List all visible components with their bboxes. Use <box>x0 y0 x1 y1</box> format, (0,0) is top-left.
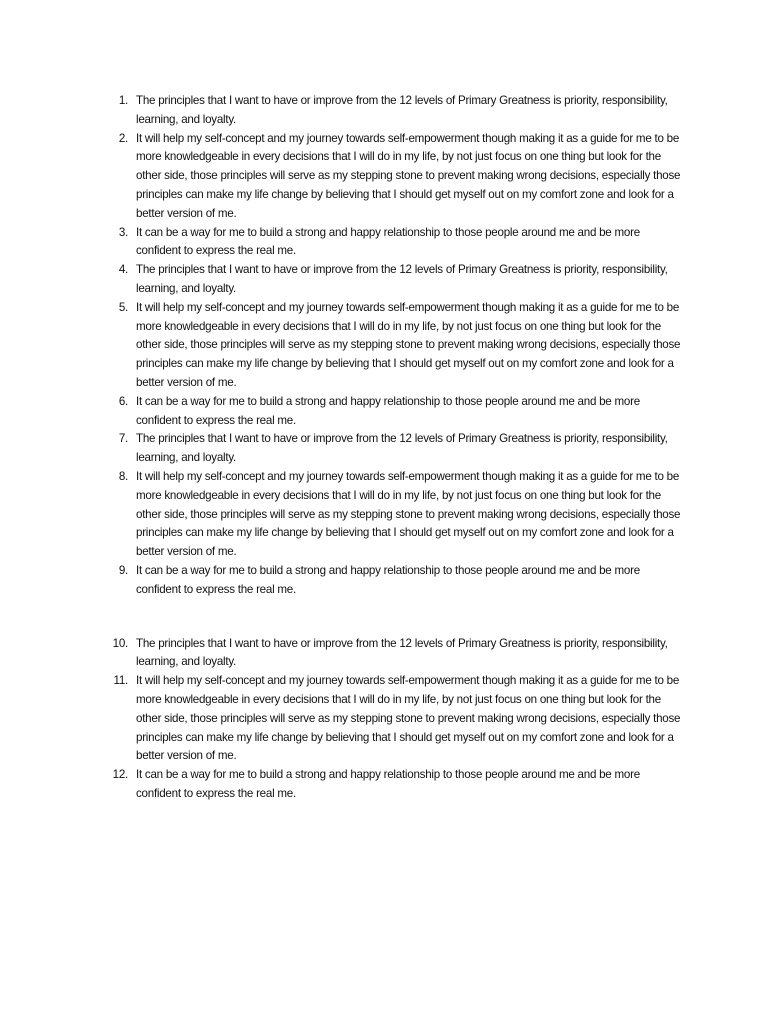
list-number: 9. <box>118 563 128 577</box>
list-item <box>104 299 684 393</box>
list-text: The principles that I want to have or improve from the 12 levels of Primary Greatness is priority, responsibility, learning, and loyalty. <box>136 94 668 126</box>
list-number: 12. <box>112 768 128 782</box>
list-number: 3. <box>118 225 128 239</box>
list-number: 10. <box>112 636 128 650</box>
list-text: It will help my self-concept and my journey towards self-empowerment though making it as a guide for me to be more knowledgeable in every decisions that I will do in my life, by not just focus on one thing but look for the other side, those principles will serve as my stepping stone to prevent making wrong decisions, especially those principles can make my life change by believing that I should get myself out on my comfort zone and look for a better version of me. <box>136 674 681 763</box>
list-item <box>104 430 684 468</box>
list-item <box>104 672 684 766</box>
list-text: It can be a way for me to build a strong and happy relationship to those people around me and be more confident to express the real me. <box>136 225 640 258</box>
list-number: 4. <box>118 263 128 277</box>
list-number: 2. <box>118 131 128 145</box>
list-item <box>104 224 684 262</box>
numbered-list <box>104 92 684 804</box>
list-number: 1. <box>118 94 128 107</box>
list-item <box>104 766 684 804</box>
list-text: The principles that I want to have or improve from the 12 levels of Primary Greatness is priority, responsibility, learning, and loyalty. <box>136 636 668 669</box>
list-item <box>104 468 684 562</box>
list-item <box>104 261 684 299</box>
list-text: It can be a way for me to build a strong and happy relationship to those people around me and be more confident to express the real me. <box>136 768 640 800</box>
list-number: 6. <box>118 394 128 408</box>
list-item <box>104 635 684 673</box>
list-text: The principles that I want to have or improve from the 12 levels of Primary Greatness is priority, responsibility, learning, and loyalty. <box>136 263 668 295</box>
list-text: It can be a way for me to build a strong and happy relationship to those people around me and be more confident to express the real me. <box>136 563 640 596</box>
list-text: It can be a way for me to build a strong and happy relationship to those people around me and be more confident to express the real me. <box>136 394 640 427</box>
list-text: The principles that I want to have or improve from the 12 levels of Primary Greatness is priority, responsibility, learning, and loyalty. <box>136 432 668 465</box>
list-item <box>104 562 684 600</box>
list-number: 7. <box>118 432 128 446</box>
list-group-gap <box>104 600 684 635</box>
list-text: It will help my self-concept and my journey towards self-empowerment though making it as a guide for me to be more knowledgeable in every decisions that I will do in my life, by not just focus on one thing but look for the other side, those principles will serve as my stepping stone to prevent making wrong decisions, especially those principles can make my life change by believing that I should get myself out on my comfort zone and look for a better version of me. <box>136 300 681 389</box>
list-item <box>104 92 684 130</box>
list-number: 5. <box>118 300 128 314</box>
list-number: 11. <box>113 674 128 688</box>
list-item <box>104 393 684 431</box>
list-text: It will help my self-concept and my journey towards self-empowerment though making it as a guide for me to be more knowledgeable in every decisions that I will do in my life, by not just focus on one thing but look for the other side, those principles will serve as my stepping stone to prevent making wrong decisions, especially those principles can make my life change by believing that I should get myself out on my comfort zone and look for a better version of me. <box>136 131 681 220</box>
list-item <box>104 130 684 224</box>
list-number: 8. <box>118 469 128 483</box>
list-text: It will help my self-concept and my journey towards self-empowerment though making it as a guide for me to be more knowledgeable in every decisions that I will do in my life, by not just focus on one thing but look for the other side, those principles will serve as my stepping stone to prevent making wrong decisions, especially those principles can make my life change by believing that I should get myself out on my comfort zone and look for a better version of me. <box>136 469 681 559</box>
